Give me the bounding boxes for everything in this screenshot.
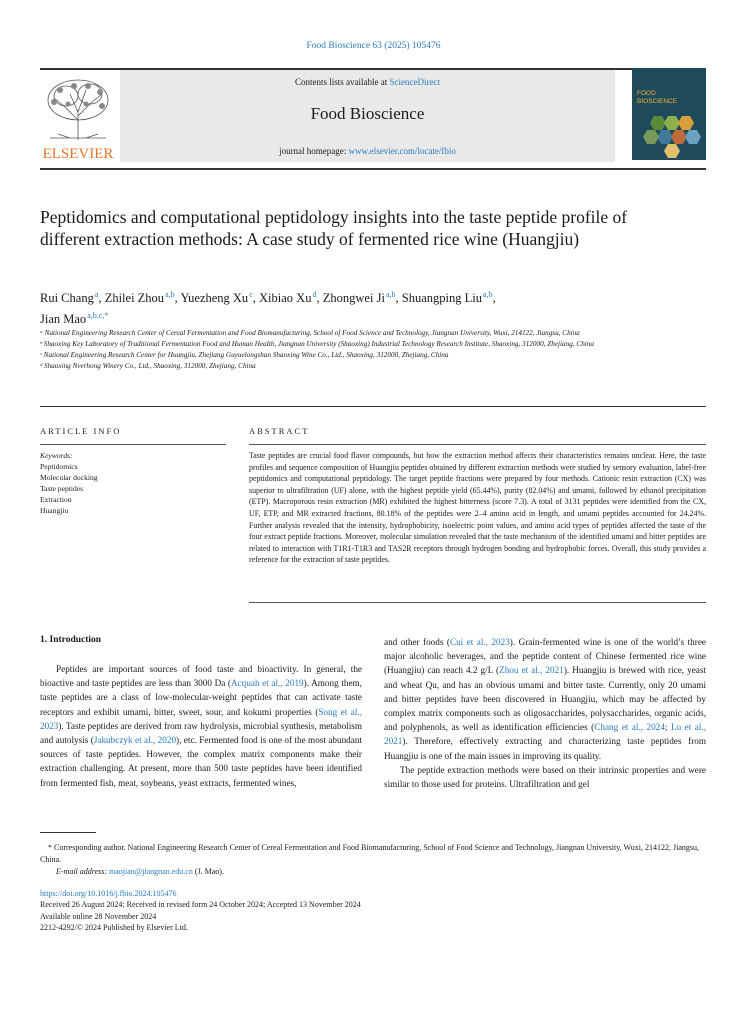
body-text: Peptides are important sources of food taste and bioactivity. In general, the bioactive and taste peptides are less than 3000 Da (	[40, 664, 362, 689]
intro-paragraph	[384, 635, 706, 763]
citation-link[interactable]: Song et al., 2023	[40, 706, 363, 731]
cover-title-line1: FOOD	[637, 90, 656, 97]
section-heading-introduction: 1. Introduction	[40, 635, 102, 645]
article-info-heading: ARTICLE INFO	[40, 426, 122, 436]
abstract-heading: ABSTRACT	[249, 426, 310, 436]
body-text: ). Huangjiu is brewed with rice, yeast and wheat Qu, and has an obvious umami and bitter taste. Currently, only 20 umami and bitter peptides have been discovered in Huangjiu, which may be affected by complex matrix components such as oligosaccharides, polysaccharides, organic acids, and polyphenols, as well as identification efficiencies (	[384, 665, 706, 733]
affiliations	[40, 328, 680, 372]
cover-art-icon	[632, 68, 706, 160]
abstract-text: Taste peptides are crucial food flavor compounds, but how the extraction method affects their characteristics remains unclear. Here, the taste profiles and sequence composition of Huangjiu peptides obtained by different extraction methods were studied by sensory evaluation, label-free peptidomics and computational peptidology. The target peptide fractions were prepared by four methods. Cationic resin extraction (CX) was superior to ultrafiltration (UF) alone, with the highest peptide yield (65.44%), purity (82.04%) and umami, followed by ethanol precipitation (ETP). Macroporous resin extraction (MR) exhibited the highest bitterness (score 7.3). A total of 3131 peptides were identified from the CX, UF, ETP, and MR extracted fractions, 80.18% of the peptides were 2–4 amino acid in length, and umami peptides accounted for 24.24%. Further analysis revealed that the intensity, hydrophobicity, isoelectric point values, and amino acid types of peptides affected the taste of the four extract peptide fractions. Moreover, molecular simulation revealed that the taste mechanism of the identified umami and bitter peptides are related to interaction with T1R1-T1R3 and TAS2R receptors through hydrogen bonding and hydrophobic forces. Overall, this study provides a reference for the extraction of taste peptides.	[249, 451, 706, 565]
received-dates: Received 26 August 2024; Received in revised form 24 October 2024; Accepted 13 November 2024	[40, 900, 361, 910]
author-affil-sup[interactable]: a,b	[483, 290, 493, 299]
author-affil-sup[interactable]: a	[94, 290, 99, 299]
contents-available	[120, 77, 615, 87]
elsevier-logo[interactable]	[40, 76, 116, 160]
email-line	[40, 866, 706, 878]
publication-info	[40, 888, 706, 934]
email-label: E-mail address:	[56, 867, 110, 876]
intro-paragraph	[40, 662, 362, 790]
affiliation: ᵈ Shaoxing Nverhong Winery Co., Ltd., Shaoxing, 312000, Zhejiang, China	[40, 362, 256, 370]
author-affil-sup[interactable]: a,b	[165, 290, 175, 299]
abstract-bottom-rule	[249, 602, 706, 603]
keyword: Huangjiu	[40, 506, 69, 516]
header-bottom-rule	[40, 168, 706, 170]
author-list: Rui Chang $^a$, Zhilei Zhou $^{a,b}$, Yuezheng Xu $^c$, Xibiao Xu $^d$, Zhongwei Ji $^{a,b}$, Shuangping Liu $^{a,b}$, Jian Mao $^{a,b,c,*}$	[40, 290, 496, 327]
homepage-link[interactable]: www.elsevier.com/locate/fbio	[348, 146, 456, 156]
citation-link[interactable]: Acquah et al., 2019	[230, 678, 304, 689]
available-online: Available online 28 November 2024	[40, 911, 157, 921]
copyright: 2212-4292/© 2024 Published by Elsevier Ltd.	[40, 923, 188, 933]
body-text: ). Taste peptides are derived from raw hydrolysis, microbial synthesis, metabolism and autolysis (	[40, 720, 362, 746]
author-affil-sup[interactable]: a,b,c,*	[87, 311, 109, 321]
keyword: Taste peptides	[40, 484, 84, 494]
footnote-rule	[40, 832, 96, 833]
citation-link[interactable]: Zhou et al., 2021	[499, 665, 564, 676]
author-name[interactable]: Rui Chang	[40, 291, 94, 306]
affiliation: ᵇ Shaoxing Key Laboratory of Traditional Fermentation Food and Human Health, Jiangnan University (Shaoxing) Industrial Technology Research Institute, Shaoxing, 312000, Zhejiang, China	[40, 340, 594, 348]
author-name[interactable]: Zhongwei Ji	[322, 291, 385, 306]
journal-reference[interactable]: Food Bioscience 63 (2025) 105476	[306, 41, 441, 51]
homepage-label: journal homepage:	[279, 146, 349, 156]
body-text: ). Among them, taste peptides are a class of low-molecular-weight peptides that can activate taste receptors and exhibit umami, bitter, sweet, sour, and kokumi properties (	[40, 678, 362, 717]
journal-cover-thumbnail[interactable]	[632, 68, 706, 160]
footnotes	[40, 842, 706, 878]
intro-paragraph: The peptide extraction methods were based on their intrinsic properties and were similar to those used for proteins. Ultrafiltration and gel	[384, 764, 706, 790]
author-name[interactable]: Zhilei Zhou	[104, 291, 165, 306]
email-suffix: (J. Mao).	[192, 867, 224, 876]
citation-link[interactable]: Chang et al., 2024	[594, 722, 665, 733]
sciencedirect-link[interactable]: ScienceDirect	[389, 77, 440, 87]
elsevier-tree-icon	[40, 76, 116, 160]
author-affil-sup[interactable]: c	[249, 290, 253, 299]
cover-title-line2: BIOSCIENCE	[637, 98, 678, 105]
article-info-rule	[40, 444, 226, 445]
citation-link[interactable]: Cui et al., 2023	[449, 637, 510, 647]
keyword: Peptidomics	[40, 462, 78, 472]
citation-link[interactable]: Jakubczyk et al., 2020	[93, 735, 177, 746]
body-text: ). Therefore, effectively extracting and characterizing taste peptides from Huangjiu is one of the main issues in improving its quality.	[384, 736, 706, 761]
corresponding-author-note: * Corresponding author. National Engineering Research Center of Cereal Fermentation and Food Biomanufacturing, School of Food Science and Technology, Jiangnan University, Wuxi, 214122, Jiangsu, China.	[40, 843, 699, 864]
doi-link[interactable]: https://doi.org/10.1016/j.fbio.2024.105476	[40, 889, 177, 898]
elsevier-wordmark: ELSEVIER	[42, 146, 114, 160]
journal-homepage	[120, 146, 615, 156]
section-divider	[40, 406, 706, 407]
author-affil-sup[interactable]: a,b	[385, 290, 396, 299]
body-text: ;	[664, 722, 671, 733]
keyword: Molecular docking	[40, 473, 98, 483]
abstract-rule	[249, 444, 706, 445]
body-text: and other foods (	[384, 637, 450, 647]
affiliation: ᵃ National Engineering Research Center of Cereal Fermentation and Food Biomanufacturing, School of Food Science and Technology, Jiangnan University, Wuxi, 214122, Jiangsu, China	[40, 329, 580, 337]
author-name[interactable]: Shuangping Liu	[401, 291, 482, 306]
intro-column-right	[384, 635, 706, 791]
contents-prefix: Contents lists available at	[295, 77, 390, 87]
body-text: ). Grain-fermented wine is one of the world’s three major alcoholic beverages, and the peptide content of Chinese fermented rice wine (Huangjiu) can reach 4.2 g/L (	[384, 637, 706, 676]
journal-name: Food Bioscience	[310, 104, 425, 123]
email-link[interactable]: maojian@jiangnan.edu.cn	[109, 867, 193, 876]
intro-column-left	[40, 662, 362, 790]
keyword: Extraction	[40, 495, 72, 505]
author-affil-sup[interactable]: d	[312, 290, 317, 299]
citation-link[interactable]: Lu et al., 2021	[384, 722, 707, 747]
body-text: ), etc. Fermented food is one of the most abundant sources of taste peptides. However, the complex matrix components make their extraction challenging. At present, more than 500 taste peptides have been identified from fermented fish, meat, soybeans, yeast extracts, fermented wines,	[40, 735, 363, 788]
author-name[interactable]: Yuezheng Xu	[180, 291, 249, 306]
article-title: Peptidomics and computational peptidology insights into the taste peptide profile of different extraction methods: A case study of fermented rice wine (Huangjiu)	[40, 207, 628, 249]
keywords-label: Keywords:	[40, 451, 73, 460]
affiliation: ᶜ National Engineering Research Center for Huangjiu, Zhejiang Guyuelongshan Shaoxing Wine Co., Ltd., Shaoxing, 312000, Zhejiang, China	[40, 351, 449, 359]
author-name[interactable]: Xibiao Xu	[259, 291, 312, 306]
keywords-block	[40, 450, 226, 517]
author-name[interactable]: Jian Mao	[40, 312, 87, 327]
